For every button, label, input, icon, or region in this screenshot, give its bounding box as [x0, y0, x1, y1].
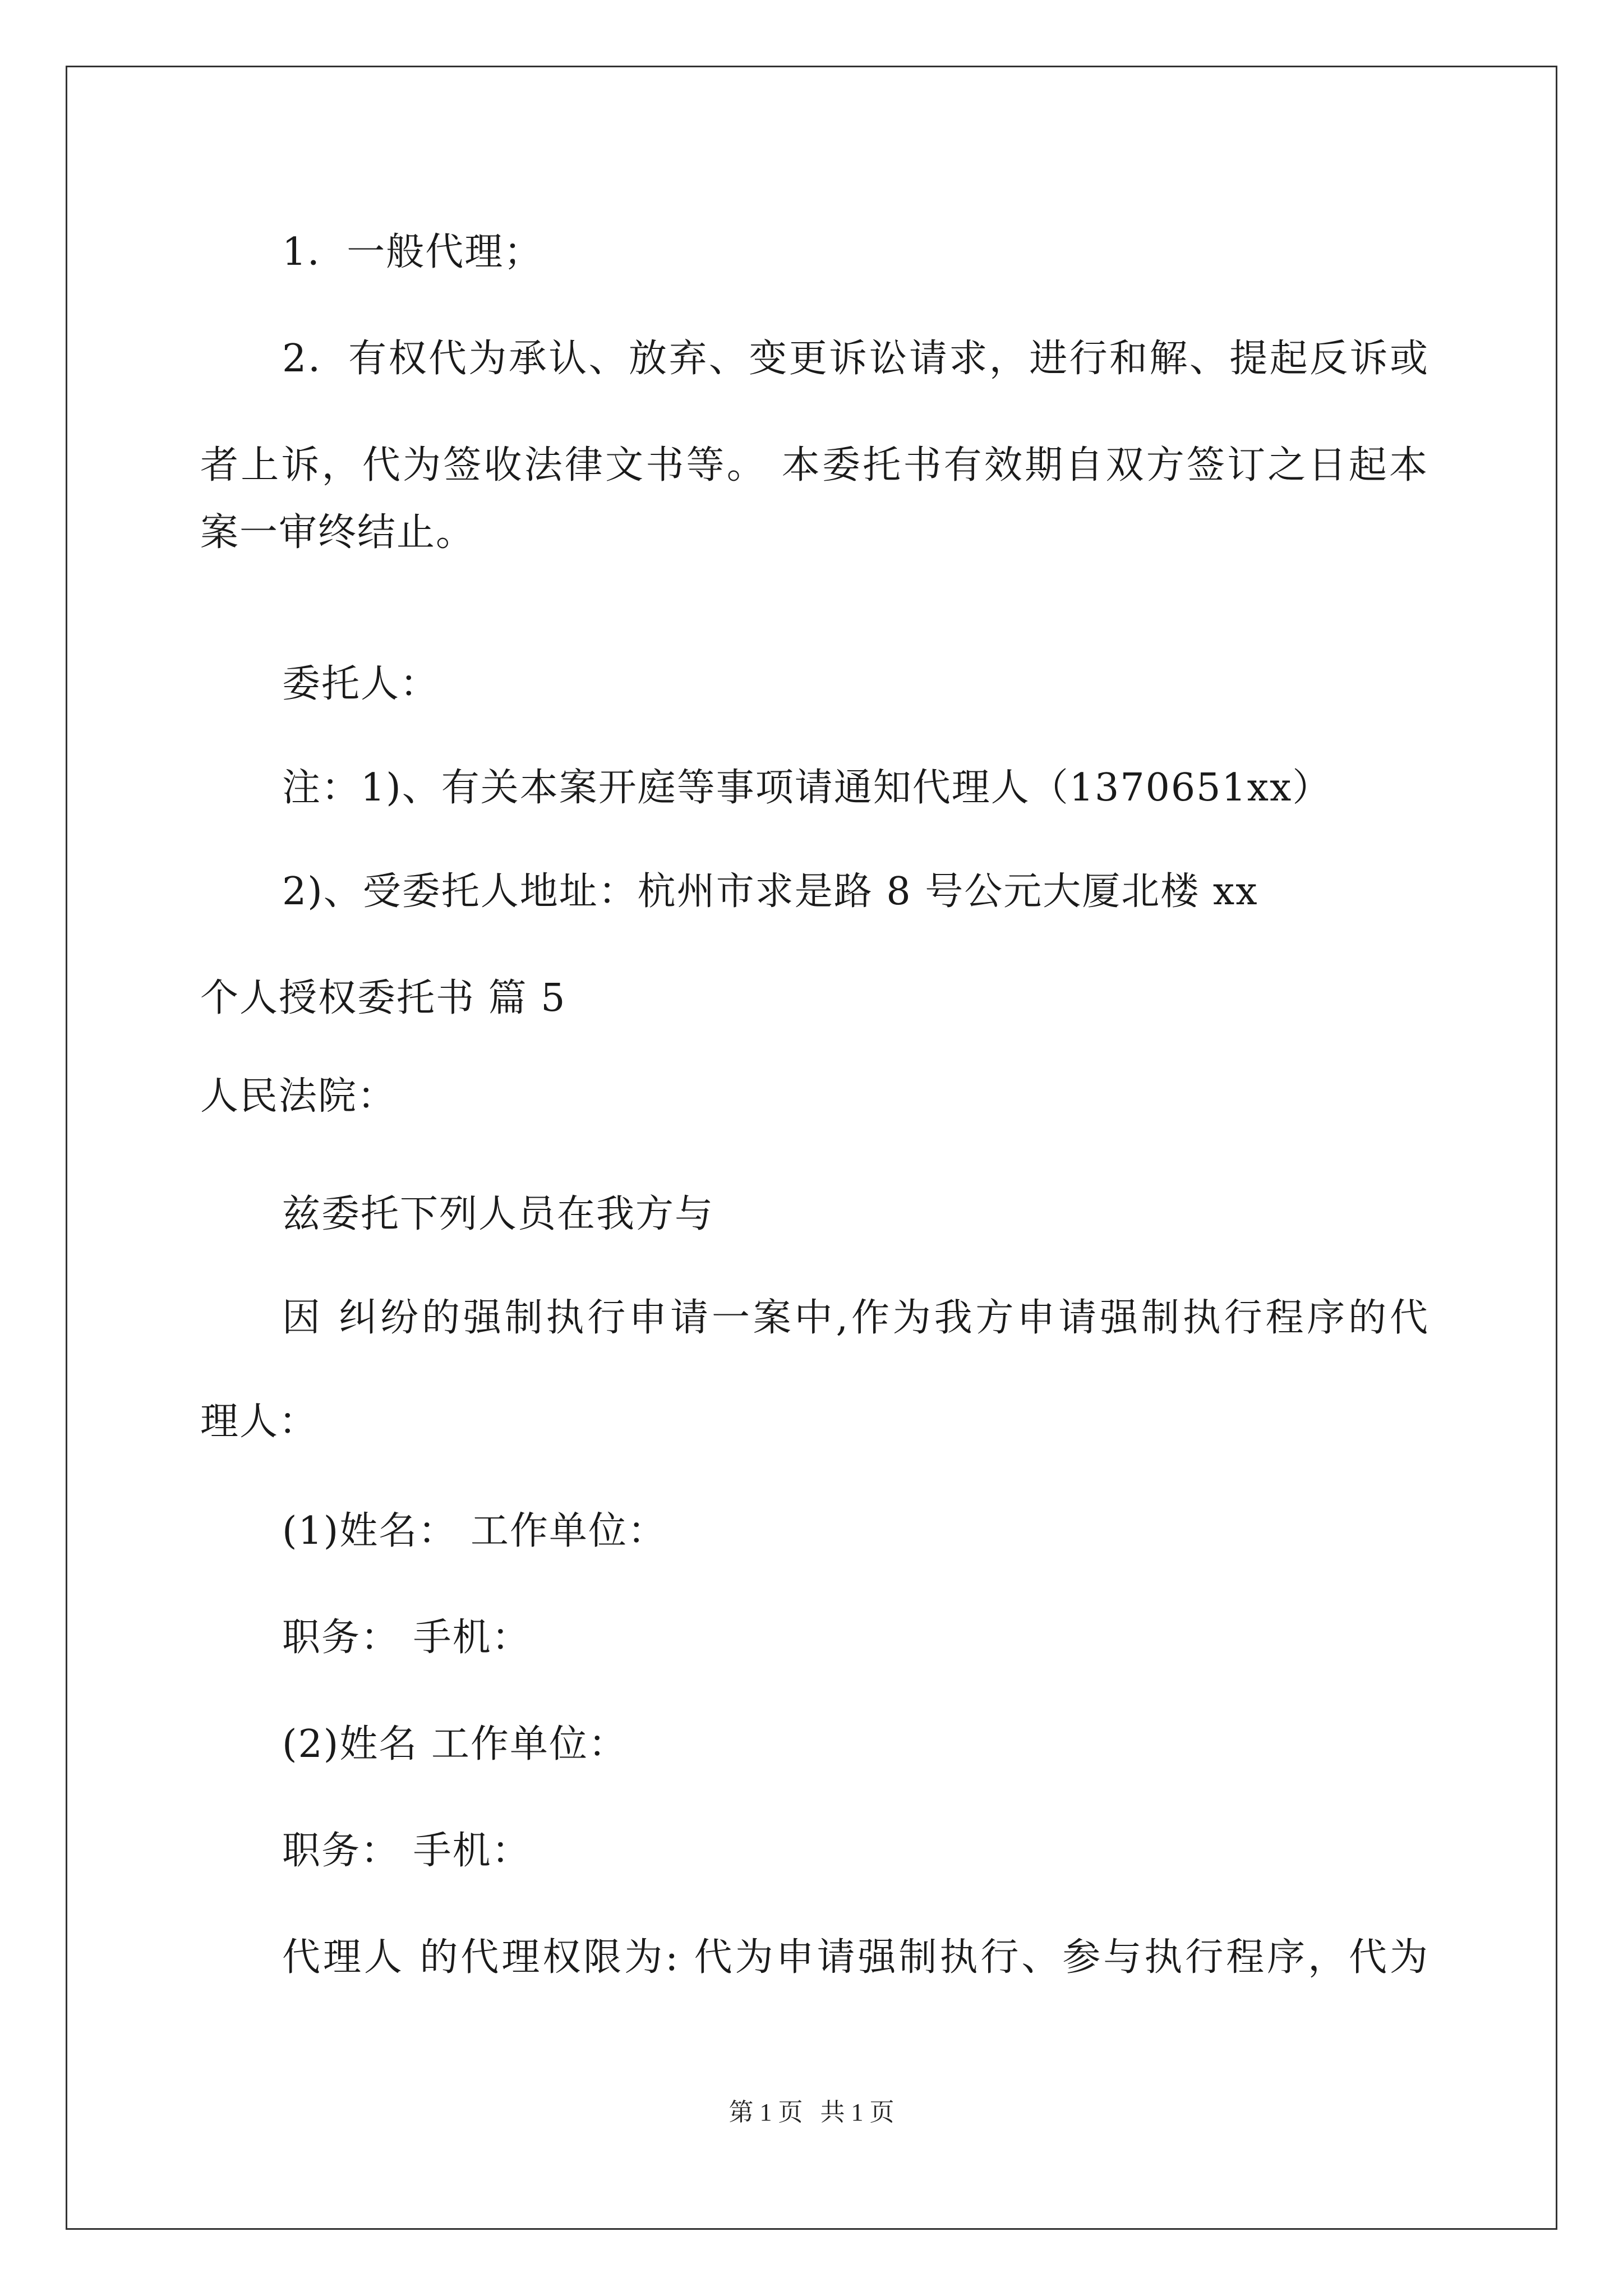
paragraph-line: 2．有权代为承认、放弃、变更诉讼请求，进行和解、提起反诉或 — [282, 337, 1429, 381]
paragraph-line: 因 纠纷的强制执行申请一案中,作为我方申请强制执行程序的代 — [282, 1296, 1429, 1340]
paragraph-line: 委托人： — [282, 662, 440, 706]
paragraph-line: 理人： — [200, 1400, 319, 1444]
paragraph-line: 代理人 的代理权限为: 代为申请强制执行、参与执行程序，代为 — [282, 1935, 1429, 1980]
paragraph-line: 职务： 手机： — [282, 1616, 531, 1660]
paragraph-line: 注：1)、有关本案开庭等事项请通知代理人（1370651xx） — [282, 766, 1332, 810]
paragraph-line: 兹委托下列人员在我方与 — [282, 1192, 714, 1236]
paragraph-line: 1．一般代理； — [282, 230, 543, 274]
paragraph-line: (1)姓名： 工作单位： — [282, 1509, 667, 1553]
paragraph-line: 职务： 手机： — [282, 1829, 531, 1873]
paragraph-line: 案一审终结止。 — [200, 510, 476, 555]
paragraph-line: 2)、受委托人地址：杭州市求是路 8 号公元大厦北楼 xx — [282, 869, 1258, 914]
page-total: 共 1 页 — [820, 2099, 895, 2126]
paragraph-line: 者上诉，代为签收法律文书等。 本委托书有效期自双方签订之日起本 — [200, 443, 1428, 487]
page-border — [66, 66, 1557, 2230]
page-number: 第 1 页 — [728, 2099, 803, 2126]
paragraph-line: 人民法院： — [200, 1074, 397, 1119]
paragraph-line: (2)姓名 工作单位： — [282, 1722, 628, 1766]
section-heading: 个人授权委托书 篇 5 — [200, 976, 566, 1020]
page-footer — [0, 2097, 1623, 2128]
